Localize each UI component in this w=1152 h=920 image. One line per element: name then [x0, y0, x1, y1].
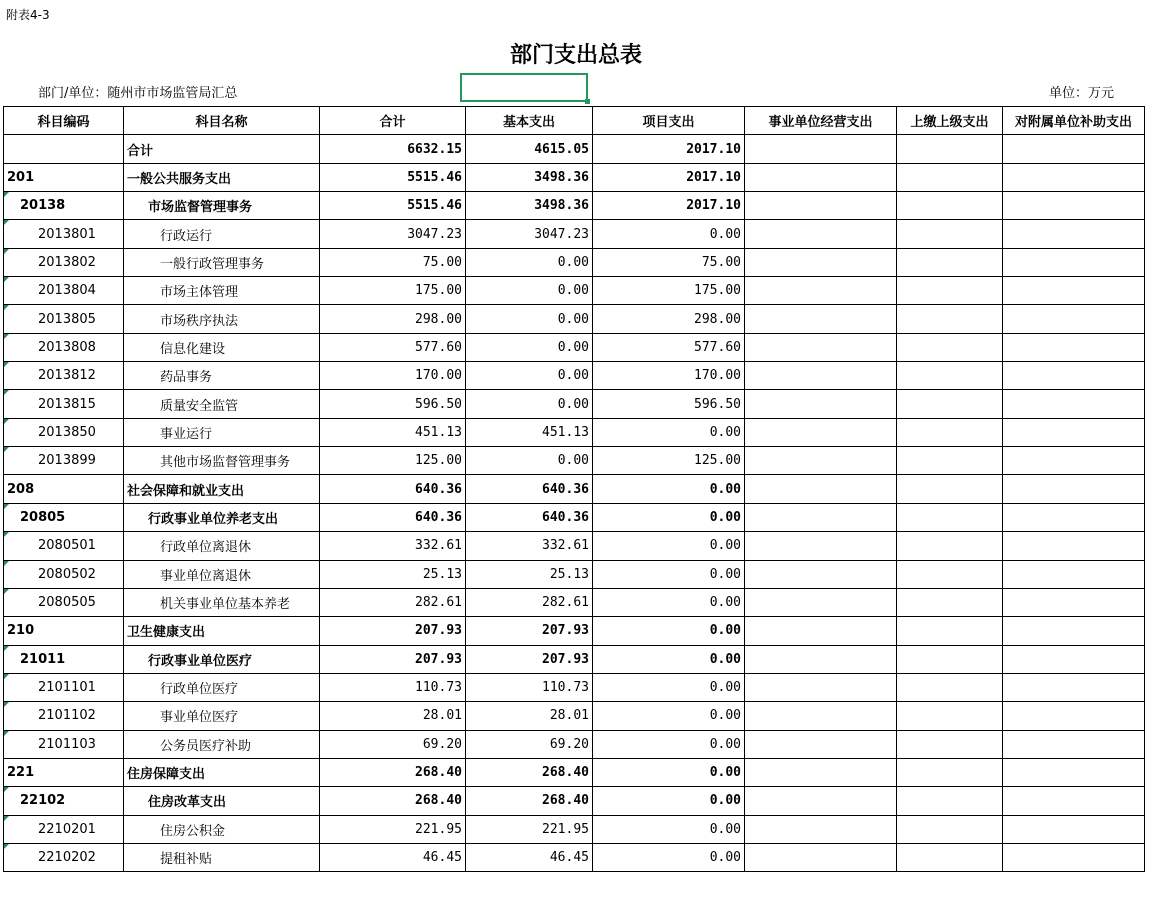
- business-operation-cell[interactable]: [745, 702, 897, 730]
- basic-cell[interactable]: 3498.36: [466, 192, 593, 220]
- payment-to-superior-cell[interactable]: [897, 447, 1003, 475]
- payment-to-superior-cell[interactable]: [897, 730, 1003, 758]
- total-cell[interactable]: 207.93: [320, 617, 466, 645]
- header-basic-expenditure[interactable]: 基本支出: [466, 107, 593, 135]
- code-cell[interactable]: 2210201: [4, 815, 124, 843]
- name-cell[interactable]: 住房公积金: [124, 815, 320, 843]
- name-cell[interactable]: 市场主体管理: [124, 277, 320, 305]
- name-cell[interactable]: 卫生健康支出: [124, 617, 320, 645]
- code-cell[interactable]: 2013808: [4, 333, 124, 361]
- business-operation-cell[interactable]: [745, 362, 897, 390]
- table-row: [4, 447, 1145, 475]
- business-operation-cell[interactable]: [745, 787, 897, 815]
- subsidy-to-affiliates-cell[interactable]: [1003, 843, 1145, 871]
- table-row: [4, 192, 1145, 220]
- code-cell[interactable]: 2013812: [4, 362, 124, 390]
- subsidy-to-affiliates-cell[interactable]: [1003, 645, 1145, 673]
- table-row: [4, 588, 1145, 616]
- text-format-marker-icon: [4, 447, 9, 452]
- table-row: [4, 305, 1145, 333]
- total-cell[interactable]: 175.00: [320, 277, 466, 305]
- table-row: [4, 475, 1145, 503]
- name-cell[interactable]: 一般公共服务支出: [124, 163, 320, 191]
- table-row: [4, 843, 1145, 871]
- code-cell[interactable]: 2013801: [4, 220, 124, 248]
- text-format-marker-icon: [4, 220, 9, 225]
- text-format-marker-icon: [4, 702, 9, 707]
- project-cell[interactable]: 0.00: [593, 220, 745, 248]
- header-subject-code[interactable]: 科目编码: [4, 107, 124, 135]
- project-cell[interactable]: 0.00: [593, 843, 745, 871]
- project-cell[interactable]: 75.00: [593, 248, 745, 276]
- table-row: [4, 758, 1145, 786]
- business-operation-cell[interactable]: [745, 673, 897, 701]
- subsidy-to-affiliates-cell[interactable]: [1003, 617, 1145, 645]
- total-cell[interactable]: 221.95: [320, 815, 466, 843]
- project-cell[interactable]: 175.00: [593, 277, 745, 305]
- text-format-marker-icon: [4, 674, 9, 679]
- payment-to-superior-cell[interactable]: [897, 192, 1003, 220]
- payment-to-superior-cell[interactable]: [897, 475, 1003, 503]
- department-label: 部门/单位：随州市市场监管局汇总: [38, 86, 238, 101]
- total-cell[interactable]: 69.20: [320, 730, 466, 758]
- business-operation-cell[interactable]: [745, 503, 897, 531]
- text-format-marker-icon: [4, 390, 9, 395]
- subsidy-to-affiliates-cell[interactable]: [1003, 475, 1145, 503]
- table-row: [4, 787, 1145, 815]
- business-operation-cell[interactable]: [745, 135, 897, 163]
- project-cell[interactable]: 0.00: [593, 503, 745, 531]
- project-cell[interactable]: 0.00: [593, 588, 745, 616]
- text-format-marker-icon: [4, 646, 9, 651]
- header-payment-to-superior[interactable]: 上缴上级支出: [897, 107, 1003, 135]
- business-operation-cell[interactable]: [745, 220, 897, 248]
- name-cell[interactable]: 行政单位离退休: [124, 532, 320, 560]
- name-cell[interactable]: 机关事业单位基本养老: [124, 588, 320, 616]
- basic-cell[interactable]: 46.45: [466, 843, 593, 871]
- subsidy-to-affiliates-cell[interactable]: [1003, 702, 1145, 730]
- header-subsidy-to-affiliates[interactable]: 对附属单位补助支出: [1003, 107, 1145, 135]
- payment-to-superior-cell[interactable]: [897, 787, 1003, 815]
- code-cell[interactable]: 2013805: [4, 305, 124, 333]
- project-cell[interactable]: 298.00: [593, 305, 745, 333]
- code-cell[interactable]: 208: [4, 475, 124, 503]
- business-operation-cell[interactable]: [745, 248, 897, 276]
- business-operation-cell[interactable]: [745, 475, 897, 503]
- basic-cell[interactable]: 0.00: [466, 305, 593, 333]
- payment-to-superior-cell[interactable]: [897, 588, 1003, 616]
- project-cell[interactable]: 125.00: [593, 447, 745, 475]
- name-cell[interactable]: 公务员医疗补助: [124, 730, 320, 758]
- table-row: [4, 248, 1145, 276]
- subsidy-to-affiliates-cell[interactable]: [1003, 730, 1145, 758]
- payment-to-superior-cell[interactable]: [897, 277, 1003, 305]
- code-cell[interactable]: 20138: [4, 192, 124, 220]
- basic-cell[interactable]: 268.40: [466, 758, 593, 786]
- subsidy-to-affiliates-cell[interactable]: [1003, 503, 1145, 531]
- total-cell[interactable]: 170.00: [320, 362, 466, 390]
- name-cell[interactable]: 合计: [124, 135, 320, 163]
- project-cell[interactable]: 0.00: [593, 673, 745, 701]
- code-cell[interactable]: 2013804: [4, 277, 124, 305]
- project-cell[interactable]: 2017.10: [593, 163, 745, 191]
- payment-to-superior-cell[interactable]: [897, 532, 1003, 560]
- total-cell[interactable]: 110.73: [320, 673, 466, 701]
- name-cell[interactable]: 社会保障和就业支出: [124, 475, 320, 503]
- header-total[interactable]: 合计: [320, 107, 466, 135]
- basic-cell[interactable]: 3498.36: [466, 163, 593, 191]
- code-cell[interactable]: 21011: [4, 645, 124, 673]
- code-cell[interactable]: 2013802: [4, 248, 124, 276]
- basic-cell[interactable]: 640.36: [466, 475, 593, 503]
- text-format-marker-icon: [4, 816, 9, 821]
- subsidy-to-affiliates-cell[interactable]: [1003, 163, 1145, 191]
- project-cell[interactable]: 0.00: [593, 418, 745, 446]
- project-cell[interactable]: 0.00: [593, 787, 745, 815]
- subsidy-to-affiliates-cell[interactable]: [1003, 447, 1145, 475]
- basic-cell[interactable]: 207.93: [466, 617, 593, 645]
- project-cell[interactable]: 0.00: [593, 560, 745, 588]
- business-operation-cell[interactable]: [745, 617, 897, 645]
- payment-to-superior-cell[interactable]: [897, 843, 1003, 871]
- payment-to-superior-cell[interactable]: [897, 418, 1003, 446]
- project-cell[interactable]: 0.00: [593, 475, 745, 503]
- basic-cell[interactable]: 282.61: [466, 588, 593, 616]
- fill-handle[interactable]: [585, 99, 590, 104]
- basic-cell[interactable]: 0.00: [466, 248, 593, 276]
- text-format-marker-icon: [4, 532, 9, 537]
- payment-to-superior-cell[interactable]: [897, 503, 1003, 531]
- table-row: [4, 560, 1145, 588]
- payment-to-superior-cell[interactable]: [897, 220, 1003, 248]
- header-business-operation[interactable]: 事业单位经营支出: [745, 107, 897, 135]
- basic-cell[interactable]: 0.00: [466, 362, 593, 390]
- text-format-marker-icon: [4, 787, 9, 792]
- code-cell[interactable]: [4, 135, 124, 163]
- text-format-marker-icon: [4, 305, 9, 310]
- table-row: [4, 617, 1145, 645]
- total-cell[interactable]: 5515.46: [320, 163, 466, 191]
- payment-to-superior-cell[interactable]: [897, 135, 1003, 163]
- business-operation-cell[interactable]: [745, 305, 897, 333]
- name-cell[interactable]: 行政事业单位医疗: [124, 645, 320, 673]
- header-row: [4, 107, 1145, 135]
- project-cell[interactable]: 0.00: [593, 815, 745, 843]
- code-cell[interactable]: 210: [4, 617, 124, 645]
- table-row: [4, 815, 1145, 843]
- code-cell[interactable]: 22102: [4, 787, 124, 815]
- text-format-marker-icon: [4, 334, 9, 339]
- project-cell[interactable]: 596.50: [593, 390, 745, 418]
- payment-to-superior-cell[interactable]: [897, 758, 1003, 786]
- subsidy-to-affiliates-cell[interactable]: [1003, 277, 1145, 305]
- name-cell[interactable]: 市场秩序执法: [124, 305, 320, 333]
- name-cell[interactable]: 市场监督管理事务: [124, 192, 320, 220]
- business-operation-cell[interactable]: [745, 390, 897, 418]
- table-row: [4, 135, 1145, 163]
- total-cell[interactable]: 28.01: [320, 702, 466, 730]
- total-cell[interactable]: 577.60: [320, 333, 466, 361]
- subsidy-to-affiliates-cell[interactable]: [1003, 305, 1145, 333]
- business-operation-cell[interactable]: [745, 815, 897, 843]
- basic-cell[interactable]: 207.93: [466, 645, 593, 673]
- total-cell[interactable]: 332.61: [320, 532, 466, 560]
- project-cell[interactable]: 2017.10: [593, 135, 745, 163]
- table-row: [4, 702, 1145, 730]
- name-cell[interactable]: 行政运行: [124, 220, 320, 248]
- payment-to-superior-cell[interactable]: [897, 163, 1003, 191]
- payment-to-superior-cell[interactable]: [897, 305, 1003, 333]
- business-operation-cell[interactable]: [745, 418, 897, 446]
- business-operation-cell[interactable]: [745, 730, 897, 758]
- business-operation-cell[interactable]: [745, 758, 897, 786]
- code-cell[interactable]: 2080505: [4, 588, 124, 616]
- table-row: [4, 418, 1145, 446]
- name-cell[interactable]: 其他市场监督管理事务: [124, 447, 320, 475]
- basic-cell[interactable]: 0.00: [466, 447, 593, 475]
- subsidy-to-affiliates-cell[interactable]: [1003, 390, 1145, 418]
- project-cell[interactable]: 0.00: [593, 730, 745, 758]
- attachment-label: 附表4-3: [6, 8, 50, 22]
- subsidy-to-affiliates-cell[interactable]: [1003, 560, 1145, 588]
- business-operation-cell[interactable]: [745, 333, 897, 361]
- table-row: [4, 163, 1145, 191]
- header-project-expenditure[interactable]: 项目支出: [593, 107, 745, 135]
- total-cell[interactable]: 268.40: [320, 787, 466, 815]
- name-cell[interactable]: 药品事务: [124, 362, 320, 390]
- basic-cell[interactable]: 110.73: [466, 673, 593, 701]
- name-cell[interactable]: 事业运行: [124, 418, 320, 446]
- project-cell[interactable]: 577.60: [593, 333, 745, 361]
- subsidy-to-affiliates-cell[interactable]: [1003, 588, 1145, 616]
- business-operation-cell[interactable]: [745, 277, 897, 305]
- payment-to-superior-cell[interactable]: [897, 673, 1003, 701]
- unit-label: 单位：万元: [1048, 86, 1114, 101]
- code-cell[interactable]: 2080502: [4, 560, 124, 588]
- text-format-marker-icon: [4, 277, 9, 282]
- total-cell[interactable]: 640.36: [320, 503, 466, 531]
- text-format-marker-icon: [4, 362, 9, 367]
- business-operation-cell[interactable]: [745, 163, 897, 191]
- basic-cell[interactable]: 640.36: [466, 503, 593, 531]
- basic-cell[interactable]: 0.00: [466, 333, 593, 361]
- subsidy-to-affiliates-cell[interactable]: [1003, 135, 1145, 163]
- payment-to-superior-cell[interactable]: [897, 390, 1003, 418]
- name-cell[interactable]: 住房保障支出: [124, 758, 320, 786]
- total-cell[interactable]: 268.40: [320, 758, 466, 786]
- project-cell[interactable]: 0.00: [593, 645, 745, 673]
- basic-cell[interactable]: 69.20: [466, 730, 593, 758]
- text-format-marker-icon: [4, 589, 9, 594]
- code-cell[interactable]: 2210202: [4, 843, 124, 871]
- payment-to-superior-cell[interactable]: [897, 645, 1003, 673]
- code-cell[interactable]: 2013815: [4, 390, 124, 418]
- total-cell[interactable]: 451.13: [320, 418, 466, 446]
- expenditure-table: [3, 106, 1145, 872]
- table-row: [4, 220, 1145, 248]
- subsidy-to-affiliates-cell[interactable]: [1003, 787, 1145, 815]
- table-row: [4, 532, 1145, 560]
- total-cell[interactable]: 207.93: [320, 645, 466, 673]
- header-subject-name[interactable]: 科目名称: [124, 107, 320, 135]
- total-cell[interactable]: 75.00: [320, 248, 466, 276]
- subsidy-to-affiliates-cell[interactable]: [1003, 758, 1145, 786]
- subsidy-to-affiliates-cell[interactable]: [1003, 815, 1145, 843]
- payment-to-superior-cell[interactable]: [897, 362, 1003, 390]
- code-cell[interactable]: 2101103: [4, 730, 124, 758]
- basic-cell[interactable]: 4615.05: [466, 135, 593, 163]
- name-cell[interactable]: 提租补贴: [124, 843, 320, 871]
- business-operation-cell[interactable]: [745, 645, 897, 673]
- name-cell[interactable]: 一般行政管理事务: [124, 248, 320, 276]
- code-cell[interactable]: 20805: [4, 503, 124, 531]
- name-cell[interactable]: 信息化建设: [124, 333, 320, 361]
- project-cell[interactable]: 0.00: [593, 617, 745, 645]
- total-cell[interactable]: 640.36: [320, 475, 466, 503]
- table-row: [4, 390, 1145, 418]
- basic-cell[interactable]: 0.00: [466, 277, 593, 305]
- total-cell[interactable]: 46.45: [320, 843, 466, 871]
- business-operation-cell[interactable]: [745, 588, 897, 616]
- table-row: [4, 362, 1145, 390]
- total-cell[interactable]: 282.61: [320, 588, 466, 616]
- subsidy-to-affiliates-cell[interactable]: [1003, 220, 1145, 248]
- payment-to-superior-cell[interactable]: [897, 617, 1003, 645]
- name-cell[interactable]: 住房改革支出: [124, 787, 320, 815]
- payment-to-superior-cell[interactable]: [897, 560, 1003, 588]
- text-format-marker-icon: [4, 561, 9, 566]
- subsidy-to-affiliates-cell[interactable]: [1003, 418, 1145, 446]
- project-cell[interactable]: 170.00: [593, 362, 745, 390]
- payment-to-superior-cell[interactable]: [897, 248, 1003, 276]
- payment-to-superior-cell[interactable]: [897, 815, 1003, 843]
- text-format-marker-icon: [4, 249, 9, 254]
- payment-to-superior-cell[interactable]: [897, 702, 1003, 730]
- table-row: [4, 673, 1145, 701]
- subsidy-to-affiliates-cell[interactable]: [1003, 673, 1145, 701]
- total-cell[interactable]: 298.00: [320, 305, 466, 333]
- name-cell[interactable]: 行政事业单位养老支出: [124, 503, 320, 531]
- code-cell[interactable]: 2101101: [4, 673, 124, 701]
- basic-cell[interactable]: 25.13: [466, 560, 593, 588]
- project-cell[interactable]: 0.00: [593, 758, 745, 786]
- business-operation-cell[interactable]: [745, 843, 897, 871]
- code-cell[interactable]: 2013899: [4, 447, 124, 475]
- code-cell[interactable]: 201: [4, 163, 124, 191]
- project-cell[interactable]: 2017.10: [593, 192, 745, 220]
- name-cell[interactable]: 行政单位医疗: [124, 673, 320, 701]
- text-format-marker-icon: [4, 844, 9, 849]
- table-row: [4, 645, 1145, 673]
- table-row: [4, 730, 1145, 758]
- total-cell[interactable]: 6632.15: [320, 135, 466, 163]
- subsidy-to-affiliates-cell[interactable]: [1003, 532, 1145, 560]
- business-operation-cell[interactable]: [745, 192, 897, 220]
- name-cell[interactable]: 事业单位医疗: [124, 702, 320, 730]
- basic-cell[interactable]: 0.00: [466, 390, 593, 418]
- text-format-marker-icon: [4, 192, 9, 197]
- basic-cell[interactable]: 332.61: [466, 532, 593, 560]
- code-cell[interactable]: 2013850: [4, 418, 124, 446]
- subsidy-to-affiliates-cell[interactable]: [1003, 362, 1145, 390]
- subsidy-to-affiliates-cell[interactable]: [1003, 192, 1145, 220]
- total-cell[interactable]: 596.50: [320, 390, 466, 418]
- text-format-marker-icon: [4, 731, 9, 736]
- basic-cell[interactable]: 451.13: [466, 418, 593, 446]
- page-title: 部门支出总表: [509, 42, 642, 68]
- total-cell[interactable]: 25.13: [320, 560, 466, 588]
- basic-cell[interactable]: 221.95: [466, 815, 593, 843]
- table-row: [4, 503, 1145, 531]
- business-operation-cell[interactable]: [745, 532, 897, 560]
- total-cell[interactable]: 3047.23: [320, 220, 466, 248]
- business-operation-cell[interactable]: [745, 447, 897, 475]
- basic-cell[interactable]: 28.01: [466, 702, 593, 730]
- code-cell[interactable]: 2080501: [4, 532, 124, 560]
- total-cell[interactable]: 125.00: [320, 447, 466, 475]
- basic-cell[interactable]: 268.40: [466, 787, 593, 815]
- code-cell[interactable]: 221: [4, 758, 124, 786]
- basic-cell[interactable]: 3047.23: [466, 220, 593, 248]
- text-format-marker-icon: [4, 419, 9, 424]
- project-cell[interactable]: 0.00: [593, 702, 745, 730]
- business-operation-cell[interactable]: [745, 560, 897, 588]
- selected-cell[interactable]: [460, 73, 588, 102]
- text-format-marker-icon: [4, 504, 9, 509]
- code-cell[interactable]: 2101102: [4, 702, 124, 730]
- total-cell[interactable]: 5515.46: [320, 192, 466, 220]
- subsidy-to-affiliates-cell[interactable]: [1003, 333, 1145, 361]
- subsidy-to-affiliates-cell[interactable]: [1003, 248, 1145, 276]
- name-cell[interactable]: 事业单位离退休: [124, 560, 320, 588]
- table-row: [4, 277, 1145, 305]
- table-row: [4, 333, 1145, 361]
- name-cell[interactable]: 质量安全监管: [124, 390, 320, 418]
- project-cell[interactable]: 0.00: [593, 532, 745, 560]
- payment-to-superior-cell[interactable]: [897, 333, 1003, 361]
